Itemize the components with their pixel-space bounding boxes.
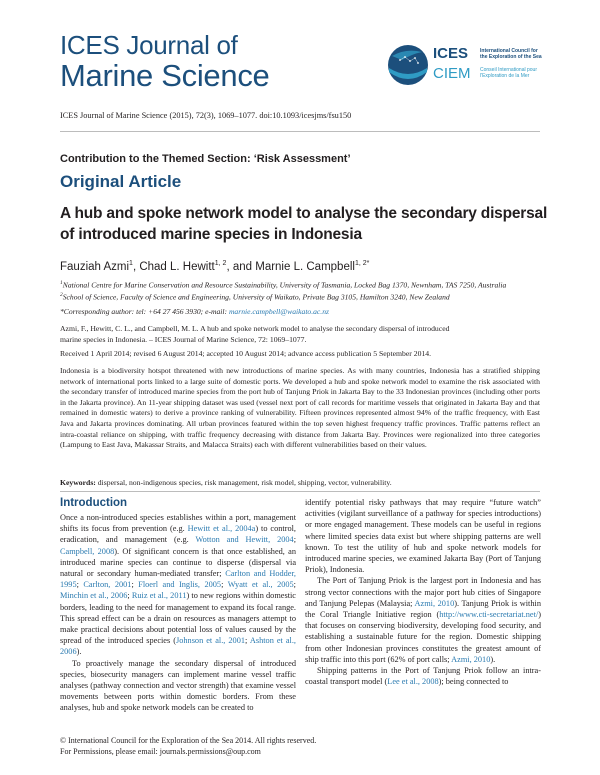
journal-name-line2: Marine Science (60, 58, 270, 93)
reference-link[interactable]: Wotton and Hewitt, 2004 (195, 535, 294, 545)
journal-citation: ICES Journal of Marine Science (2015), 72(3), 1069–1077. doi:10.1093/icesjms/fsu150 (60, 111, 352, 120)
paragraph (60, 658, 296, 714)
affiliation-1: $^1$National Centre for Marine Conservation and Resource Sustainability, University of Tasmania, Locked Bag 1370, Newnham, TAS 7250, Australia (60, 280, 507, 290)
reference-link[interactable]: Minchin et al., 2006 (60, 591, 128, 601)
copyright-footer: © International Council for the Exploration of the Sea 2014. All rights reserved. For Permissions, please email: journals.permissions@oup.com (60, 736, 317, 756)
reference-link[interactable]: Ashton et al., 2006 (60, 636, 297, 657)
journal-name-line1: ICES Journal of (60, 30, 238, 60)
section-heading-introduction: Introduction (60, 497, 128, 509)
paragraph-text: ; (245, 636, 250, 646)
reference-link[interactable]: Azmi, 2010 (414, 598, 455, 608)
paragraph-text: ) to control, eradication, and management (e.g. (60, 524, 296, 545)
logo-ciem-word: CIEM (433, 65, 471, 82)
paragraph-text: ; (127, 591, 132, 601)
paragraph-text: Shipping patterns in the Port of Tanjung Priok follow an intra-coastal transport model ( (305, 666, 541, 687)
logo-ices-word: ICES (433, 45, 469, 62)
reference-link[interactable]: Campbell, 2008 (60, 546, 115, 556)
reference-link[interactable]: http://www.cti-secretariat.net/ (439, 610, 539, 620)
author-name: Marnie L. Campbell (255, 260, 355, 273)
paragraph-text: To proactively manage the secondary dispersal of introduced species, biosecurity managers can implement marine vessel traffic analyses (pathway connection and vector strength) that examine vessel movements between ports within domestic borders. From these analyses, hub and spoke network models can be created to (60, 658, 296, 713)
reference-link[interactable]: Hewitt et al., 2004a (187, 524, 256, 534)
paragraph-text: ). Of significant concern is that once established, an introduced marine species can continue to disperse (dispersal via natural or secondary human-mediated transfer; (60, 546, 296, 579)
logo-en-line2: the Exploration of the Sea (480, 54, 542, 60)
logo-fr-line2: l'Exploration de la Mer (480, 73, 530, 79)
abstract: Indonesia is a biodiversity hotspot threatened with new introductions of marine species. As with many countries, Indonesia has a stratified shipping network of international ports linked to a large suite of domestic ports. We developed a hub and spoke network model to examine the risk associated with the secondary transfer of introduced marine species from the port hub of Tanjung Priok in Jakarta Bay to the 33 Indonesian provinces (including other ports in the Jakarta province). An 11-year shipping dataset was used (vessel next port of call records for maritime vessels that originated in Jakarta Bay and that remained in domestic waters) to derive a province ranking of vulnerability. Fifteen provinces represented almost 94% of the traffic frequency, with East Java and Jakarta provinces dominating. All urban provinces featured within the top seven highest frequency traffic provinces. Traffic patterns reflect an intra-coastal reliance on shipping, with traffic frequency decreasing with distance from Jakarta Bay. Provinces were regionalized into three categories (Lampung to East Java, Makassar Straits, and Malacca Straits) each with different vulnerabilities based on their values. (60, 366, 540, 450)
paragraph-text: identify potential risky pathways that may require “future watch” activities (vigilant surveillance of a pathway for species introductions) or more engaged management. These models can be useful in regions where limited species data exist but where shipping patterns are well known. To test the utility of hub and spoke network models for introduced marine species, we examined Jakarta Bay (Port of Tanjung Priok), Indonesia. (305, 498, 541, 575)
paragraph-text: ). Tanjung Priok is within the Coral Triangle Initiative region ( (305, 598, 541, 620)
author-affiliation-marker: 1, 2 (214, 260, 227, 267)
author-name: Chad L. Hewitt (139, 260, 215, 273)
paragraph-text: ; (293, 535, 296, 545)
received-dates: Received 1 April 2014; revised 6 August 2014; accepted 10 August 2014; advance access publication 5 September 2014. (60, 349, 432, 358)
logo-fr-line1: Conseil International pour (480, 67, 537, 73)
paragraph-text: The Port of Tanjung Priok is the largest port in Indonesia and has strong vector connections with the major port hub cities of Singapore and Tanjung Pelepas (Malaysia; (305, 576, 541, 608)
paragraph (60, 512, 296, 658)
corresponding-author: *Corresponding author: tel: +64 27 456 3930; e-mail: marnie.campbell@waikato.ac.nz (60, 307, 329, 316)
author-separator: , and (226, 260, 256, 273)
paragraph-text: ). (490, 654, 496, 664)
paragraph-text: Once a non-introduced species establishes within a port, management shifts its focus from prevention (e.g. (60, 513, 296, 534)
ices-ciem-logo (388, 42, 563, 88)
affiliation-2: $^2$School of Science, Faculty of Science and Engineering, University of Waikato, Private Bag 3105, Hamilton 3240, New Zealand (60, 292, 450, 302)
email-link[interactable]: marnie.campbell@waikato.ac.nz (228, 307, 329, 316)
author-separator: , (132, 260, 140, 273)
author-name: Fauziah Azmi (60, 260, 130, 273)
paragraph (305, 575, 541, 665)
body-column-left (60, 512, 296, 714)
cite-as: Azmi, F., Hewitt, C. L., and Campbell, M. L. A hub and spoke network model to analyse the secondary dispersal of introduced marine species in Indonesia. – ICES Journal of Marine Science, 72: 1069–1077. (60, 324, 450, 344)
reference-link[interactable]: Floerl and Inglis, 2005 (138, 580, 222, 590)
divider (60, 491, 540, 492)
keywords: Keywords: dispersal, non-indigenous species, risk management, risk model, shipping, vector, vulnerability. (60, 478, 392, 487)
article-title-line1: A hub and spoke network model to analyse the secondary dispersal (60, 205, 548, 222)
reference-link[interactable]: Azmi, 2010 (451, 654, 491, 664)
paragraph-text: ) to new regions within domestic borders, leading to the need for management to expand its focal range. This spread effect can be a drain on resources as managers attempt to make practical decisions about potential loss of values caused by the spread of the introduced species ( (60, 591, 296, 646)
article-type: Original Article (60, 172, 182, 191)
article-title-line2: of introduced marine species in Indonesia (60, 226, 362, 243)
paragraph-text: ; (131, 580, 139, 590)
paragraph (305, 497, 541, 575)
reference-link[interactable]: Carlton and Hodder, 1995 (60, 569, 296, 590)
paragraph-text: ). (76, 647, 82, 657)
paragraph-text: ; (293, 580, 296, 590)
reference-link[interactable]: Ruiz et al., 2011 (131, 591, 187, 601)
themed-section-label: Contribution to the Themed Section: ‘Risk Assessment’ (60, 153, 351, 165)
logo-en-line1: International Council for (480, 48, 538, 54)
paragraph (305, 665, 541, 687)
paragraph-text: ); being connected to (438, 677, 509, 687)
reference-link[interactable]: Wyatt et al., 2005 (227, 580, 294, 590)
reference-link[interactable]: Lee et al., 2008 (387, 677, 439, 687)
author-affiliation-marker: 1, 2* (354, 260, 370, 267)
paragraph-text: ; (221, 580, 228, 590)
body-column-right (305, 497, 541, 687)
reference-link[interactable]: Johnson et al., 2001 (176, 636, 245, 646)
reference-link[interactable]: Carlton, 2001 (83, 580, 132, 590)
divider (60, 131, 540, 132)
author-affiliation-marker: 1 (129, 260, 133, 267)
paragraph-text: ) that focuses on conserving biodiversity, developing food security, and establishing a sustainable future for the region. Domestic shipping from other Indonesian provinces constitutes the greatest amount of ship traffic into this port (62% of port calls; (305, 610, 541, 664)
paragraph-text: ; (76, 580, 84, 590)
author-list (60, 260, 369, 273)
